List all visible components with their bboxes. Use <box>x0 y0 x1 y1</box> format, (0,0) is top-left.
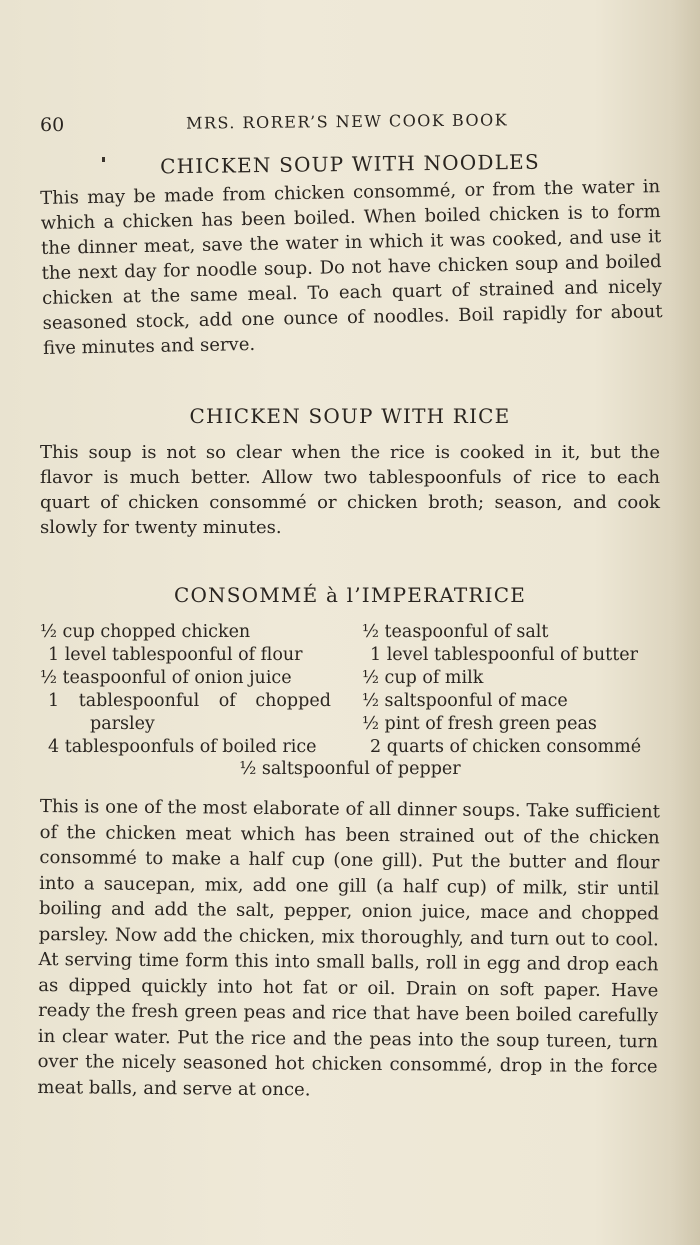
ingredient-item: ½ cup of milk <box>362 668 484 688</box>
ingredient-item: ½ cup chopped chicken <box>40 622 251 642</box>
ingredient-item: ½ saltspoonful of mace <box>362 691 568 711</box>
recipe-consomme-imperatrice <box>40 583 660 781</box>
ingredient-column-left <box>40 621 340 759</box>
ingredient-list <box>40 621 660 781</box>
recipe-title: CHICKEN SOUP WITH RICE <box>189 404 511 428</box>
recipe-text: This is one of the most elaborate of all dinner soups. Take sufficient of the chicken meat which has been strained out of the chicken consommé to make a half cup (one gill). Put the butter and flour into a saucepan, mix, add one gill (a half cup) of milk, stir until boiling and add the salt, pepper, onion juice, mace and chopped parsley. Now add the chicken, mix thoroughly, and turn out to cool. At serving time form this into small balls, roll in egg and drop each as dipped quickly into hot fat or oil. Drain on soft paper. Have ready the fresh green peas and rice that have been boiled carefully in clear water. Put the rice and the peas into the soup tureen, turn over the nicely seasoned hot chicken consommé, drop in the force meat balls, and serve at once. <box>37 795 660 1100</box>
recipe-chicken-soup-rice <box>40 404 660 540</box>
page-header <box>40 112 660 142</box>
ingredient-column-right <box>362 621 662 759</box>
recipe-text: This may be made from chicken consommé, or from the water in which a chicken has been boiled. When boiled chicken is to form the dinner meat, save the water in which it was cooked, and use it the next day for noodle soup. Do not have chicken soup and boiled chicken at the same meal. To each quart of strained and nicely seasoned stock, add one ounce of noodles. Boil rapidly for about five minutes and serve. <box>40 176 663 359</box>
recipe-text: This soup is not so clear when the rice is cooked in it, but the flavor is much better. Allow two tablespoonfuls of rice to each quart of chicken consommé or chicken broth; season, and cook slowly for twenty minutes. <box>40 442 660 538</box>
ingredient-item: parsley <box>90 714 155 734</box>
ingredient-item: ½ pint of fresh green peas <box>362 714 597 734</box>
ingredient-item: ½ teaspoonful of onion juice <box>40 668 292 688</box>
recipe-method <box>37 794 660 1100</box>
ingredient-item: 4 tablespoonfuls of boiled rice <box>48 737 317 757</box>
ingredient-item: 1 level tablespoonful of butter <box>370 645 638 665</box>
recipe-title: CONSOMMÉ à l’IMPERATRICE <box>173 583 527 607</box>
ingredient-item: ½ saltspoonful of pepper <box>239 759 461 779</box>
recipe-title: CHICKEN SOUP WITH NOODLES <box>160 149 540 179</box>
recipe-chicken-soup-noodles <box>40 149 663 361</box>
ingredient-item: 2 quarts of chicken consommé <box>370 737 642 757</box>
ingredient-item: ½ teaspoonful of salt <box>362 622 549 642</box>
ingredient-item: 1 tablespoonful of chopped <box>48 691 331 711</box>
page-number: 60 <box>40 114 65 136</box>
ingredient-item: 1 level tablespoonful of flour <box>48 645 303 665</box>
running-head: MRS. RORER’S NEW COOK BOOK <box>185 110 509 133</box>
